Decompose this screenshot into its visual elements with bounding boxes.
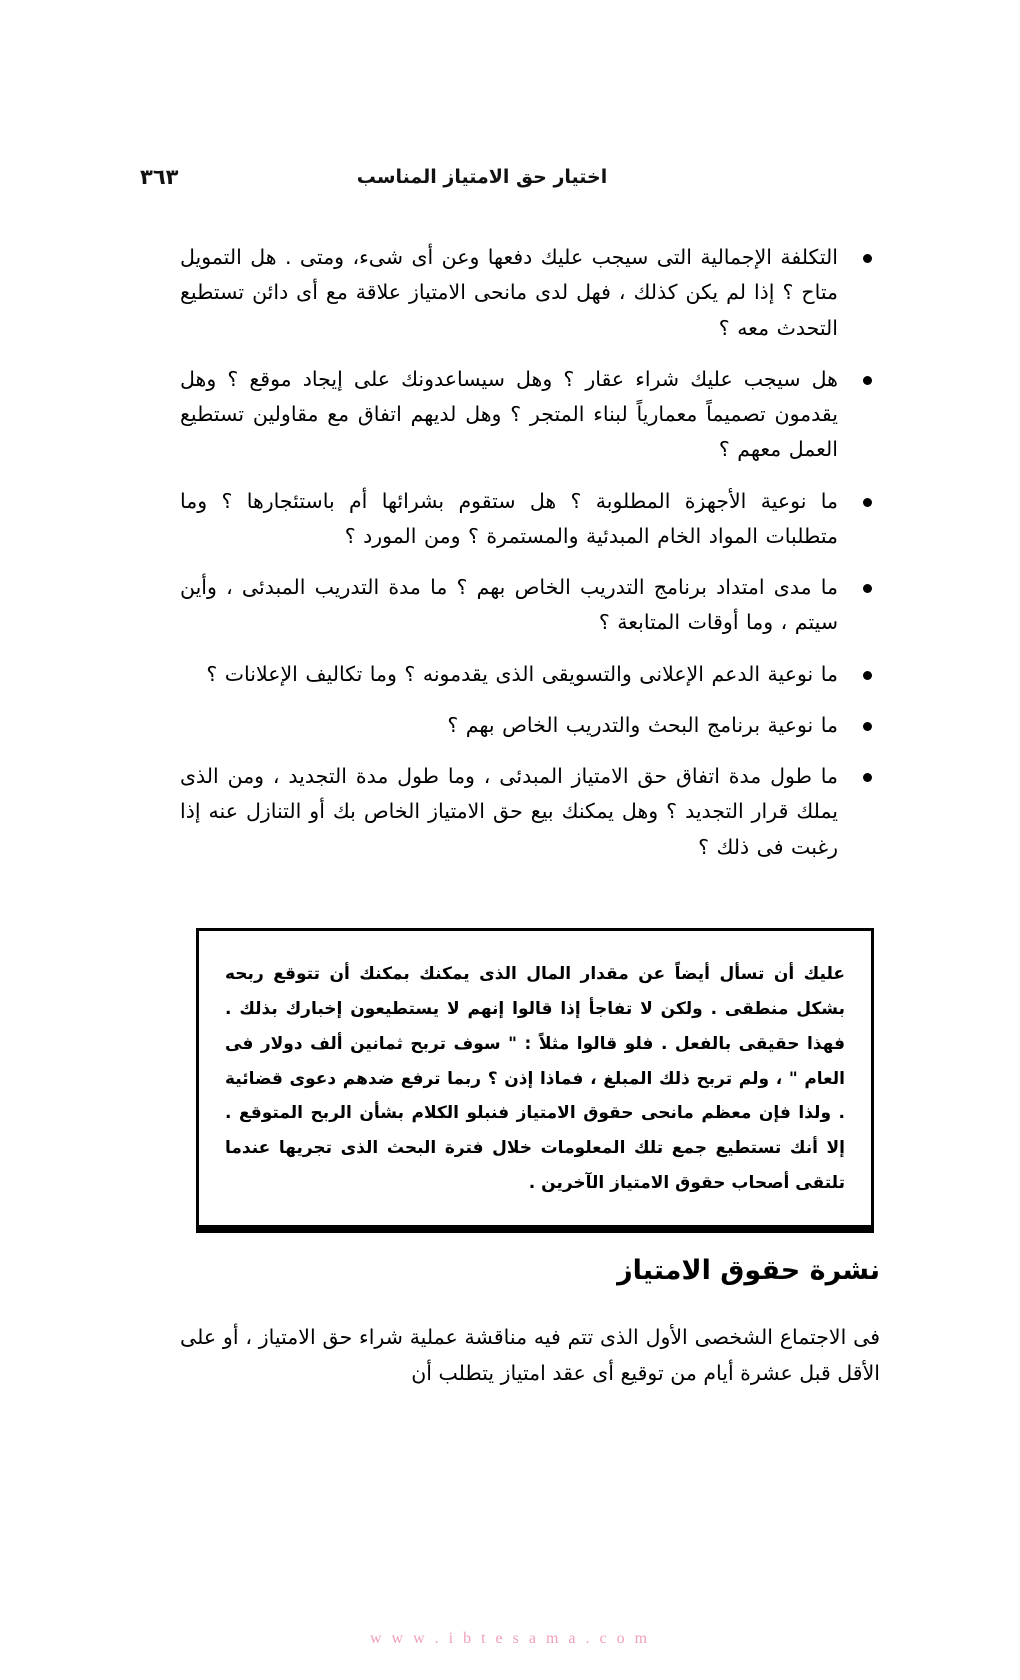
bullet-dot-icon bbox=[863, 722, 872, 731]
bullet-dot-icon bbox=[863, 254, 872, 263]
bullet-text: التكلفة الإجمالية التى سيجب عليك دفعها وعن أى شىء، ومتى . هل التمويل متاح ؟ إذا لم يكن كذلك ، فهل لدى مانحى الامتياز علاقة مع أى دائن تستطيع التحدث معه ؟ bbox=[180, 245, 838, 340]
callout-box bbox=[196, 928, 874, 1228]
callout-text: عليك أن تسأل أيضاً عن مقدار المال الذى يمكنك بمكنك أن تتوقع ربحه بشكل منطقى . ولكن لا تفاجأ إذا قالوا إنهم لا يستطيعون إخبارك بذلك . فهذا حقيقى بالفعل . فلو قالوا مثلاً : " سوف تربح ثمانين ألف دولار فى العام " ، ولم تربح ذلك المبلغ ، فماذا إذن ؟ ربما ترفع ضدهم دعوى قضائية . ولذا فإن معظم مانحى حقوق الامتياز فنبلو الكلام بشأن الربح المتوقع . إلا أنك تستطيع جمع تلك المعلومات خلال فترة البحث الذى تجريها عندما تلتقى أصحاب حقوق الامتياز الآخرين . bbox=[225, 964, 845, 1194]
body-paragraph: فى الاجتماع الشخصى الأول الذى تتم فيه مناقشة عملية شراء حق الامتياز ، أو على الأقل قبل عشرة أيام من توقيع أى عقد امتياز يتطلب أن bbox=[180, 1325, 880, 1385]
bullet-text: هل سيجب عليك شراء عقار ؟ وهل سيساعدونك على إيجاد موقع ؟ وهل يقدمون تصميماً معمارياً لبناء المتجر ؟ وهل لديهم اتفاق مع مقاولين تستطيع العمل معهم ؟ bbox=[180, 366, 838, 462]
bullet-text: ما نوعية برنامج البحث والتدريب الخاص بهم ؟ bbox=[447, 712, 838, 737]
bullet-dot-icon bbox=[863, 671, 872, 680]
bullet-dot-icon bbox=[863, 584, 872, 593]
bullet-text: ما مدى امتداد برنامج التدريب الخاص بهم ؟ ما مدة التدريب المبدئى ، وأين سيتم ، وما أوقات المتابعة ؟ bbox=[180, 575, 838, 635]
list-item bbox=[180, 484, 880, 555]
running-head bbox=[140, 160, 880, 194]
running-head-title: اختيار حق الامتياز المناسب bbox=[356, 166, 608, 188]
bullet-dot-icon bbox=[863, 498, 872, 507]
bullet-text: ما نوعية الأجهزة المطلوبة ؟ هل ستقوم بشرائها أم باستئجارها ؟ وما متطلبات المواد الخام المبدئية والمستمرة ؟ ومن المورد ؟ bbox=[180, 488, 838, 548]
bullet-dot-icon bbox=[863, 773, 872, 782]
list-item bbox=[180, 240, 880, 346]
bullet-text: ما نوعية الدعم الإعلانى والتسويقى الذى يقدمونه ؟ وما تكاليف الإعلانات ؟ bbox=[206, 661, 838, 686]
bullet-text: ما طول مدة اتفاق حق الامتياز المبدئى ، وما طول مدة التجديد ، ومن الذى يملك قرار التجديد ؟ وهل يمكنك بيع حق الامتياز الخاص بك أو التنازل عنه إذا رغبت فى ذلك ؟ bbox=[180, 764, 838, 859]
site-watermark: w w w . i b t e s a m a . c o m bbox=[369, 1630, 651, 1647]
question-bullet-list bbox=[180, 240, 880, 881]
bullet-dot-icon bbox=[863, 376, 872, 385]
list-item bbox=[180, 759, 880, 865]
list-item bbox=[180, 708, 880, 743]
page-number: ٣٦٣ bbox=[140, 165, 179, 189]
list-item bbox=[180, 657, 880, 692]
list-item bbox=[180, 570, 880, 641]
section-heading: نشرة حقوق الامتياز bbox=[617, 1255, 880, 1286]
list-item bbox=[180, 362, 880, 468]
